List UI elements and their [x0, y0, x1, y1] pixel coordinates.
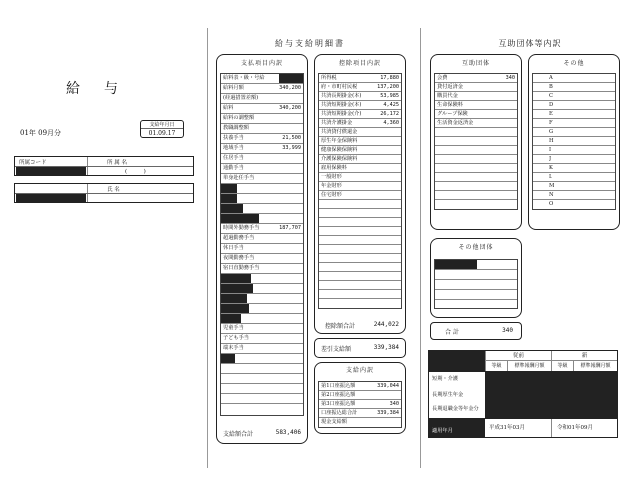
redaction-block [221, 314, 241, 323]
table-row [435, 74, 517, 83]
table-row [221, 264, 303, 274]
table-row [319, 254, 401, 263]
table-row [319, 218, 401, 227]
redaction-block [221, 284, 253, 293]
other-letter: H [549, 138, 554, 144]
table-row [319, 83, 401, 92]
table-row [319, 400, 401, 409]
other-letter: N [549, 192, 554, 198]
table-row [221, 294, 303, 304]
other-row [533, 146, 615, 155]
row-label: 給料月額 [223, 85, 244, 91]
row-label: 一般財形 [321, 174, 342, 180]
row-value: 339,384 [377, 410, 399, 416]
document-title: 給与 [66, 81, 142, 97]
row-value: 187,707 [279, 225, 301, 231]
deduction-total-label: 控除額合計 [325, 323, 356, 330]
table-row [319, 164, 401, 173]
row-value: 340 [389, 401, 399, 407]
table-row [221, 344, 303, 354]
deduction-items-title: 控除項目内訳 [338, 60, 381, 67]
table-row [319, 245, 401, 254]
table-row [221, 224, 303, 234]
other-row [533, 128, 615, 137]
table-row [435, 146, 517, 155]
row-value: 137,200 [377, 84, 399, 90]
table-row [221, 94, 303, 104]
table-row [221, 114, 303, 124]
row-label: グループ保険 [437, 111, 468, 117]
row-value: 33,999 [282, 145, 301, 151]
dept-code-redacted [16, 167, 86, 175]
other-row [533, 101, 615, 110]
table-row [221, 394, 303, 404]
applied-old: 平成31年03月 [489, 425, 525, 431]
other-letter: B [549, 84, 553, 90]
other-group-redacted [435, 260, 477, 269]
row-value: 339,044 [377, 383, 399, 389]
row-label: 共済貸付償還金 [321, 129, 358, 135]
row-label: 共済長期掛金(本) [321, 93, 362, 99]
table-row [221, 214, 303, 224]
row-label: 超過勤務手当 [223, 235, 255, 241]
redaction-block [221, 214, 259, 223]
pay-items-table [220, 73, 304, 416]
table-row [435, 83, 517, 92]
row-value: 340,200 [279, 85, 301, 91]
table-row [319, 281, 401, 290]
table-row [319, 146, 401, 155]
other-letter: M [549, 183, 555, 189]
table-row [319, 227, 401, 236]
other-letter: J [549, 156, 552, 162]
table-row [221, 154, 303, 164]
other-row [533, 164, 615, 173]
table-row [221, 124, 303, 134]
table-row [319, 191, 401, 200]
table-row [319, 290, 401, 299]
row-label: 共済短期掛金(本) [321, 102, 362, 108]
other-rows [533, 74, 615, 209]
table-row [319, 272, 401, 281]
divider-left [207, 28, 208, 468]
col-old-header: 従前 [485, 351, 551, 361]
table-row [221, 234, 303, 244]
row-label: 会費 [437, 75, 448, 81]
row-label: 給料の調整額 [223, 115, 255, 121]
other-letter: I [549, 147, 552, 153]
row-label: 生命保険料 [437, 102, 463, 108]
table-row [435, 119, 517, 128]
other-groups-title: その他団体 [458, 244, 494, 251]
table-row [435, 128, 517, 137]
table-row [435, 164, 517, 173]
row-label: 健康保険保険料 [321, 147, 358, 153]
table-row [319, 299, 401, 308]
row-label: 現金支給額 [321, 419, 347, 425]
row-label: (経過措置差額) [223, 95, 259, 101]
table-row [319, 119, 401, 128]
net-pay-box [314, 338, 406, 358]
payment-breakdown-rows [319, 382, 401, 427]
redaction-block [221, 184, 237, 193]
table-row [435, 182, 517, 191]
table-row [319, 173, 401, 182]
row-label: 貸付返済金 [437, 84, 463, 90]
other-letter: A [549, 75, 553, 81]
other-title: その他 [563, 60, 585, 67]
table-row [319, 101, 401, 110]
other-box [528, 54, 620, 230]
redaction-block [279, 74, 303, 83]
table-row [221, 144, 303, 154]
redaction-block [221, 354, 235, 363]
row-value: 4,360 [383, 120, 399, 126]
net-pay-value: 339,384 [373, 344, 399, 351]
table-row [221, 184, 303, 194]
table-row [221, 364, 303, 374]
redaction-block [221, 294, 247, 303]
table-row [221, 244, 303, 254]
deduction-total-value: 244,022 [373, 321, 399, 328]
row-value: 21,500 [282, 135, 301, 141]
other-row [533, 200, 615, 209]
table-row [319, 137, 401, 146]
table-row [435, 155, 517, 164]
table-row [319, 382, 401, 391]
row-label: 雇用保険料 [321, 165, 347, 171]
table-row [319, 391, 401, 400]
table-row [319, 200, 401, 209]
other-row [533, 182, 615, 191]
row-label: 扶養手当 [223, 135, 244, 141]
table-row [435, 191, 517, 200]
table-row [221, 254, 303, 264]
table-row [221, 324, 303, 334]
table-row [221, 204, 303, 214]
mutual-sum-box [430, 322, 522, 340]
row-label: 給料表・級・号給 [223, 75, 265, 81]
pay-rows [221, 74, 303, 414]
pay-date-label: 支給年月日 [141, 121, 183, 129]
row-value: 26,172 [380, 111, 399, 117]
deduction-items-table [318, 73, 402, 309]
table-row [435, 101, 517, 110]
row-label: 時間外勤務手当 [223, 225, 260, 231]
row-label: 介護保険保険料 [321, 156, 358, 162]
table-row [435, 137, 517, 146]
other-letter: E [549, 111, 553, 117]
table-row [319, 128, 401, 137]
other-row [533, 110, 615, 119]
row-label: 年金財形 [321, 183, 342, 189]
mutual-aid-table [434, 73, 518, 210]
row-label: 共済短期掛金(介) [321, 111, 362, 117]
row-label: 児童手当 [223, 325, 244, 331]
ins-row-label-3: 長期退職金等年金分 [432, 406, 479, 412]
dept-name-value: ( ) [125, 169, 146, 175]
row-label: 生活資金返済金 [437, 120, 474, 126]
row-label: 第1口座振込額 [321, 383, 356, 389]
statement-header: 給与支給明細書 [275, 39, 345, 48]
table-row [221, 84, 303, 94]
deduction-items-box [314, 54, 406, 334]
name-redacted [16, 194, 86, 202]
pay-total-label: 支給額合計 [223, 431, 254, 438]
table-row [319, 110, 401, 119]
new-grade-header: 等級 [551, 361, 573, 371]
pay-date-value: 01.09.17 [148, 130, 176, 137]
table-row [221, 354, 303, 364]
table-row [221, 384, 303, 394]
row-label: 住居手当 [223, 155, 244, 161]
other-letter: G [549, 129, 554, 135]
other-row [533, 74, 615, 83]
row-label: 子ども手当 [223, 335, 249, 341]
redaction-block [221, 304, 249, 313]
row-label: 厚生年金保険料 [321, 138, 358, 144]
pay-date-box [140, 120, 184, 138]
other-groups-box [430, 238, 522, 318]
table-row [319, 209, 401, 218]
old-grade-header: 等級 [485, 361, 507, 371]
table-row [221, 374, 303, 384]
ins-row-label-1: 短期・介護 [432, 376, 458, 382]
applied-new: 令和01年09月 [557, 425, 593, 431]
table-row [221, 274, 303, 284]
department-box [14, 156, 194, 176]
pay-items-title: 支払項目内訳 [240, 60, 283, 67]
table-row [221, 194, 303, 204]
mutual-sum-value: 340 [502, 327, 513, 334]
row-label: 給料 [223, 105, 234, 111]
other-row [533, 83, 615, 92]
row-label: 共済介護掛金 [321, 120, 353, 126]
payment-breakdown-box [314, 362, 406, 434]
table-row [435, 92, 517, 101]
row-label: 休日手当 [223, 245, 244, 251]
row-label: 単身赴任手当 [223, 175, 255, 181]
other-groups-table [434, 259, 518, 309]
other-letter: L [549, 174, 553, 180]
table-row [221, 404, 303, 414]
other-letter: D [549, 102, 554, 108]
table-row [221, 174, 303, 184]
other-letter: C [549, 93, 553, 99]
other-letter: K [549, 165, 553, 171]
row-label: 所得税 [321, 75, 337, 81]
table-row [319, 236, 401, 245]
other-row [533, 155, 615, 164]
mutual-aid-box [430, 54, 522, 230]
other-row [533, 191, 615, 200]
table-row [319, 418, 401, 427]
mutual-aid-title: 互助団体 [461, 60, 490, 67]
table-row [221, 164, 303, 174]
other-table [532, 73, 616, 210]
redaction-block [221, 204, 243, 213]
row-label: 第2口座振込額 [321, 392, 356, 398]
divider-right [420, 28, 421, 468]
table-row [319, 74, 401, 83]
table-row [435, 200, 517, 209]
other-row [533, 137, 615, 146]
row-label: 端末手当 [223, 345, 244, 351]
insurance-values-redacted [485, 372, 617, 418]
row-label: 教職調整額 [223, 125, 249, 131]
table-row [221, 104, 303, 114]
name-box [14, 183, 194, 203]
pay-items-box [216, 54, 308, 444]
row-value: 340,200 [279, 105, 301, 111]
other-row [533, 119, 615, 128]
table-row [221, 74, 303, 84]
applied-label: 適用年月 [432, 428, 453, 434]
row-value: 340 [505, 75, 515, 81]
row-label: 住宅財形 [321, 192, 342, 198]
table-row [319, 263, 401, 272]
row-label: 宿日直勤務手当 [223, 265, 260, 271]
payment-breakdown-title: 支給内訳 [345, 367, 374, 374]
table-row [221, 314, 303, 324]
row-label: 口座振込総合計 [321, 410, 358, 416]
table-row [221, 304, 303, 314]
table-row [435, 173, 517, 182]
row-label: 夜間勤務手当 [223, 255, 255, 261]
col-new-header: 新 [551, 351, 617, 361]
table-row [319, 155, 401, 164]
dept-code-label: 所属コード [19, 160, 47, 166]
table-row [221, 284, 303, 294]
dept-name-label: 所 属 名 [107, 160, 127, 166]
table-row [319, 92, 401, 101]
table-row [319, 182, 401, 191]
deduction-rows [319, 74, 401, 308]
ins-row-label-2: 長期厚生年金 [432, 392, 464, 398]
row-value: 53,985 [380, 93, 399, 99]
net-pay-label: 差引支給額 [321, 346, 352, 353]
row-value: 4,425 [383, 102, 399, 108]
name-label: 氏 名 [107, 187, 120, 193]
table-row [221, 334, 303, 344]
redaction-block [221, 194, 237, 203]
payment-breakdown-table [318, 381, 402, 428]
row-label: 購買代金 [437, 93, 458, 99]
old-std-header: 標準報酬月額 [507, 361, 551, 371]
other-letter: O [549, 201, 554, 207]
pay-total-value: 583,406 [275, 429, 301, 436]
row-label: 第3口座振込額 [321, 401, 356, 407]
row-label: 通勤手当 [223, 165, 244, 171]
table-row [221, 134, 303, 144]
table-row [435, 110, 517, 119]
mutual-aid-rows [435, 74, 517, 209]
row-value: 17,880 [380, 75, 399, 81]
mutual-sum-label: 合 計 [445, 329, 459, 336]
insurance-table [428, 350, 618, 438]
other-row [533, 92, 615, 101]
other-row [533, 173, 615, 182]
other-letter: F [549, 120, 553, 126]
row-label: 府・市町村民税 [321, 84, 358, 90]
redaction-block [221, 274, 251, 283]
mutual-header: 互助団体等内訳 [498, 39, 562, 48]
row-label: 地域手当 [223, 145, 244, 151]
pay-period: 01年 09月分 [20, 129, 62, 137]
table-row [319, 409, 401, 418]
new-std-header: 標準報酬月額 [573, 361, 617, 371]
